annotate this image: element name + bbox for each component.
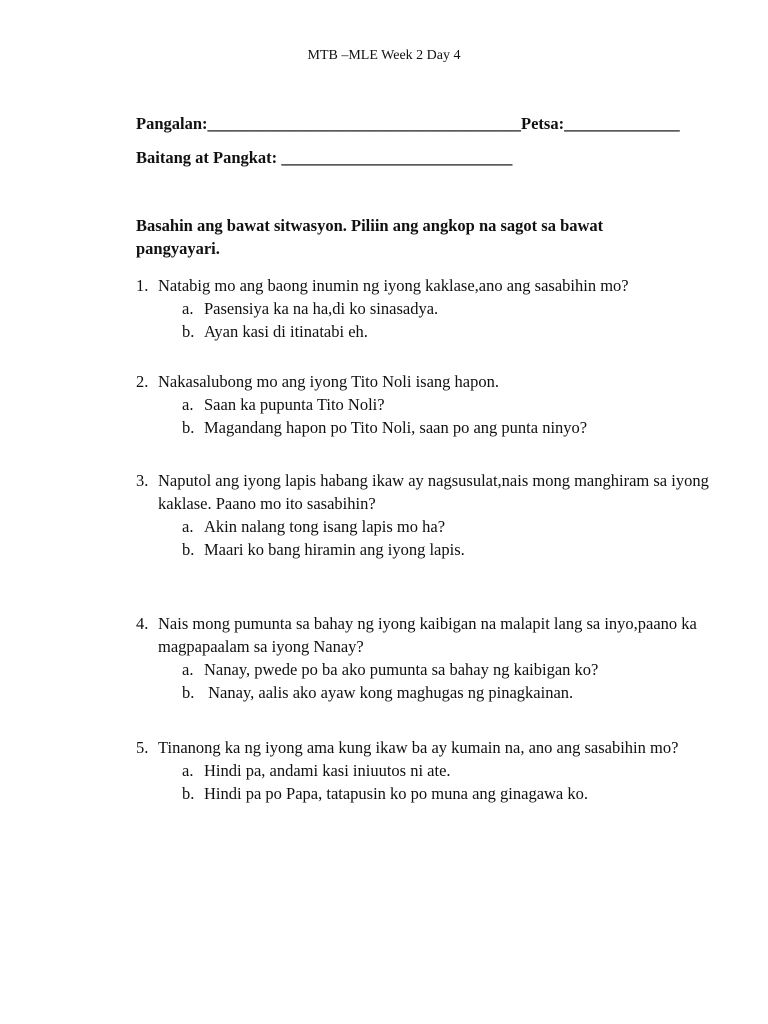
question-number: 3. [136,471,149,490]
question-3 [136,469,726,561]
choice-b[interactable] [182,416,726,439]
choice-letter: a. [182,660,194,679]
question-text: Natabig mo ang baong inumin ng iyong kaklase,ano ang sasabihin mo? [158,276,629,295]
choice-text: Hindi pa po Papa, tatapusin ko po muna ang ginagawa ko. [204,784,589,803]
choice-a[interactable] [182,393,726,416]
name-label: Pangalan: [136,114,208,133]
question-text: Tinanong ka ng iyong ama kung ikaw ba ay kumain na, ano ang sasabihin mo? [158,738,679,757]
choice-text: Magandang hapon po Tito Noli, saan po ang punta ninyo? [204,418,588,437]
question-text: Nakasalubong mo ang iyong Tito Noli isang hapon. [158,372,499,391]
choice-text: Hindi pa, andami kasi iniuutos ni ate. [204,761,451,780]
choice-letter: a. [182,299,194,318]
choice-b[interactable] [182,782,726,805]
choice-letter: b. [182,683,195,702]
question-text: Naputol ang iyong lapis habang ikaw ay nagsusulat,nais mong manghiram sa iyong kaklase. Paano mo ito sasabihin? [158,471,709,513]
choice-text: Ayan kasi di itinatabi eh. [204,322,368,341]
choice-letter: a. [182,395,194,414]
question-number: 5. [136,738,149,757]
choice-b[interactable] [182,320,726,343]
question-number: 1. [136,276,149,295]
grade-label: Baitang at Pangkat: [136,148,278,167]
choice-letter: b. [182,418,195,437]
date-label: Petsa: [521,114,565,133]
question-2 [136,370,726,439]
name-blank[interactable]: ______________________________________ [207,114,522,133]
choice-letter: b. [182,540,195,559]
question-text: Nais mong pumunta sa bahay ng iyong kaibigan na malapit lang sa inyo,paano ka magpapaalam sa iyong Nanay? [158,614,697,656]
choice-letter: a. [182,761,194,780]
choice-text: Akin nalang tong isang lapis mo ha? [204,517,446,536]
date-blank[interactable]: ______________ [564,114,680,133]
grade-blank[interactable]: ____________________________ [281,148,513,167]
question-1 [136,274,726,343]
choice-text: Nanay, pwede po ba ako pumunta sa bahay ng kaibigan ko? [204,660,599,679]
choice-letter: a. [182,517,194,536]
choice-a[interactable] [182,515,726,538]
choice-text: Maari ko bang hiramin ang iyong lapis. [204,540,465,559]
page-header: MTB –MLE Week 2 Day 4 [307,48,461,63]
choices [182,759,726,805]
question-5 [136,736,726,805]
grade-section-line [136,148,512,168]
choice-text: Nanay, aalis ako ayaw kong maghugas ng pinagkainan. [204,683,574,702]
choices [182,297,726,343]
choice-letter: b. [182,784,195,803]
question-4 [136,612,726,704]
name-date-line [136,114,680,134]
choices [182,658,726,704]
choice-text: Pasensiya ka na ha,di ko sinasadya. [204,299,439,318]
choice-b[interactable] [182,538,726,561]
choices [182,515,726,561]
question-number: 4. [136,614,149,633]
choice-a[interactable] [182,297,726,320]
choice-a[interactable] [182,759,726,782]
question-number: 2. [136,372,149,391]
choice-b[interactable] [182,681,726,704]
choices [182,393,726,439]
choice-text: Saan ka pupunta Tito Noli? [204,395,385,414]
instructions: Basahin ang bawat sitwasyon. Piliin ang angkop na sagot sa bawat pangyayari. [136,216,604,258]
choice-a[interactable] [182,658,726,681]
choice-letter: b. [182,322,195,341]
